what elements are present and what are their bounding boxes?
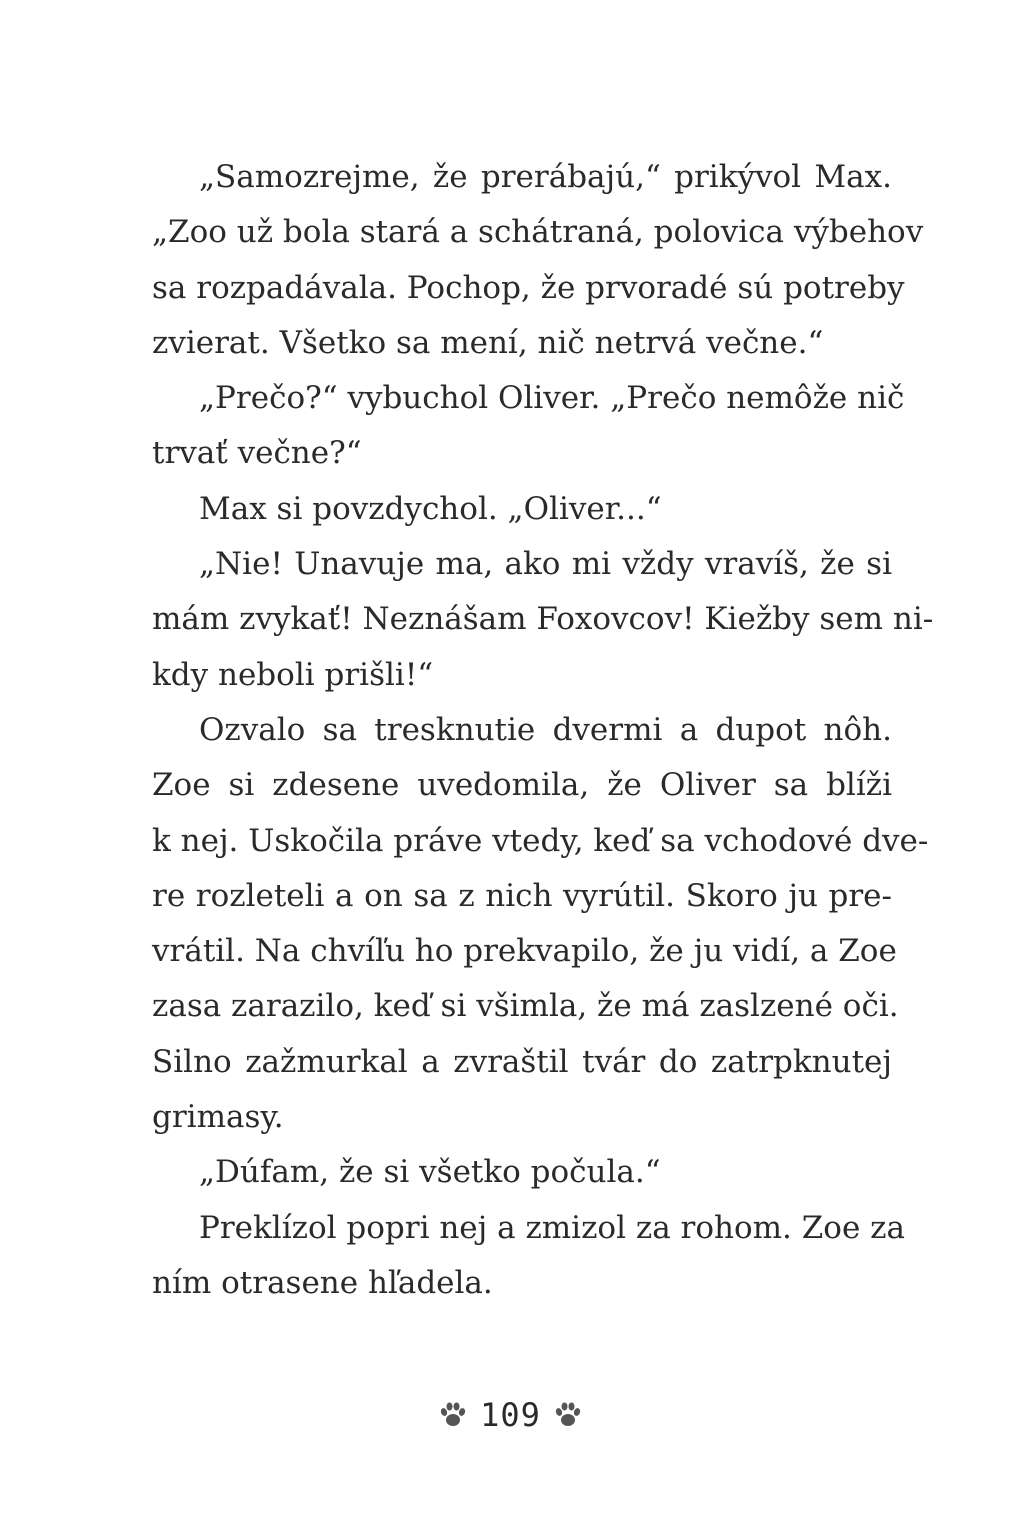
text-line: ním otrasene hľadela. bbox=[152, 1264, 493, 1301]
text-line: „Nie! Unavuje ma, ako mi vždy vravíš, že si bbox=[199, 546, 892, 583]
text-line: Zoe si zdesene uvedomila, že Oliver sa blíži bbox=[152, 767, 892, 804]
paragraph bbox=[152, 482, 892, 537]
text-line: zasa zarazilo, keď si všimla, že má zaslzené oči. bbox=[152, 988, 899, 1025]
page-footer bbox=[0, 1396, 1021, 1434]
paw-print-icon bbox=[438, 1400, 468, 1430]
paragraph bbox=[152, 1201, 905, 1312]
paragraph bbox=[152, 537, 934, 703]
text-line: Ozvalo sa tresknutie dvermi a dupot nôh. bbox=[199, 711, 892, 748]
text-line: sa rozpadávala. Pochop, že prvoradé sú potreby bbox=[152, 269, 905, 306]
text-line: Preklízol popri nej a zmizol za rohom. Zoe za bbox=[199, 1209, 905, 1246]
text-line: vrátil. Na chvíľu ho prekvapilo, že ju vidí, a Zoe bbox=[152, 933, 897, 970]
text-line: trvať večne?“ bbox=[152, 435, 362, 472]
text-line: „Prečo?“ vybuchol Oliver. „Prečo nemôže nič bbox=[199, 380, 905, 417]
text-line: zvierat. Všetko sa mení, nič netrvá večne.“ bbox=[152, 324, 824, 361]
text-line: Silno zažmurkal a zvraštil tvár do zatrpknutej bbox=[152, 1043, 892, 1080]
text-line: grimasy. bbox=[152, 1099, 284, 1136]
text-line: „Zoo už bola stará a schátraná, polovica výbehov bbox=[152, 214, 924, 251]
paragraph bbox=[152, 1145, 892, 1200]
text-line: re rozleteli a on sa z nich vyrútil. Skoro ju pre- bbox=[152, 877, 892, 914]
paragraph bbox=[152, 150, 924, 371]
page-number: 109 bbox=[480, 1396, 541, 1434]
paw-print-icon bbox=[553, 1400, 583, 1430]
text-line: k nej. Uskočila práve vtedy, keď sa vchodové dve- bbox=[152, 822, 929, 859]
text-line: mám zvykať! Neznášam Foxovcov! Kiežby sem ni- bbox=[152, 601, 934, 638]
text-line: „Dúfam, že si všetko počula.“ bbox=[199, 1154, 661, 1191]
text-line: kdy neboli prišli!“ bbox=[152, 656, 434, 693]
book-page-text bbox=[152, 150, 934, 1311]
text-line: Max si povzdychol. „Oliver...“ bbox=[199, 490, 662, 527]
paragraph bbox=[152, 371, 905, 482]
paragraph bbox=[152, 703, 929, 1145]
text-line: „Samozrejme, že prerábajú,“ prikývol Max. bbox=[199, 159, 892, 195]
